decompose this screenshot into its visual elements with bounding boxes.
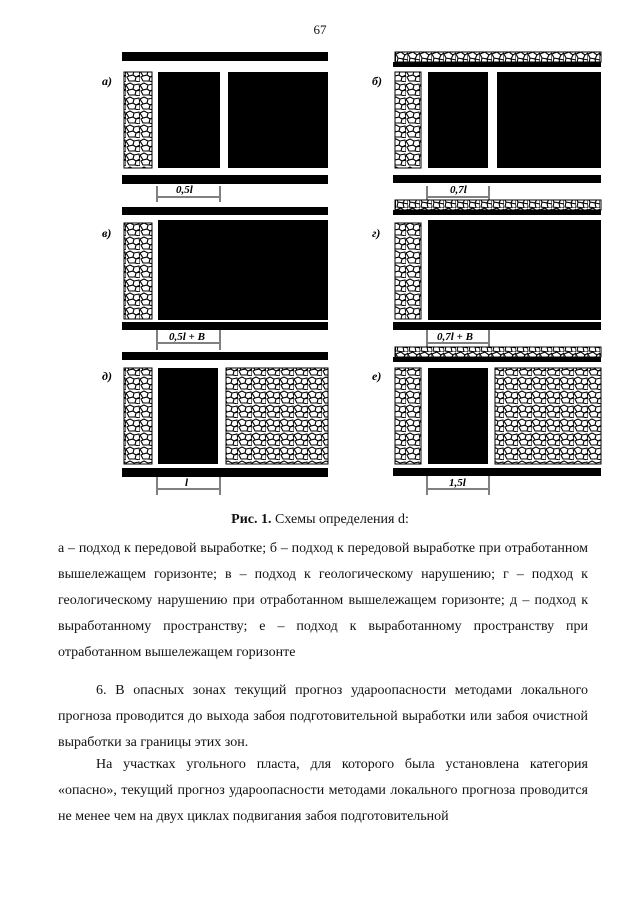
figure-schemes [0,40,640,510]
panel-letter-b: б) [372,74,382,88]
caption-text: Схемы определения d: [271,512,409,527]
panel-d [102,352,328,495]
page-number: 67 [313,22,327,37]
dim-label-e: 1,5l [449,477,466,489]
dim-label-b: 0,7l [450,184,467,196]
paragraph-6: 6. В опасных зонах текущий прогноз удароопасности методами локального прогноза проводится до выхода забоя подготовительной выработки или забоя очистной выработки за границы этих зон. [58,683,588,750]
dim-label-d: l [185,477,189,489]
caption-prefix: Рис. 1. [231,512,272,527]
dim-label-a: 0,5l [176,184,193,196]
panel-g [372,200,601,350]
panel-letter-g: г) [372,226,381,240]
dim-label-v: 0,5l + B [169,331,205,343]
dim-label-g: 0,7l + B [437,331,473,343]
panel-a [102,52,328,202]
panel-v [102,207,328,350]
paragraph-7: На участках угольного пласта, для которого была установлена категория «опасно», текущий прогноз удароопасности методами локального прогноза проводится не менее чем на двух циклах подвигания забоя подготовительной [58,757,588,824]
panel-letter-e: е) [372,369,382,383]
panel-e [372,347,601,495]
panel-b [372,52,601,202]
panel-letter-v: в) [102,226,112,240]
figure-legend: а – подход к передовой выработке; б – подход к передовой выработке при отработанном вышележащем горизонте; в – подход к геологическому нарушению; г – подход к геологическому нарушению при отработанном вышележащем горизонте; д – подход к выработанному пространству; е – подход к выработанному пространству при отработанном вышележащем горизонте [58,541,588,660]
panel-letter-a: а) [102,74,112,88]
figure-caption [0,512,640,528]
panel-letter-d: д) [102,369,112,383]
